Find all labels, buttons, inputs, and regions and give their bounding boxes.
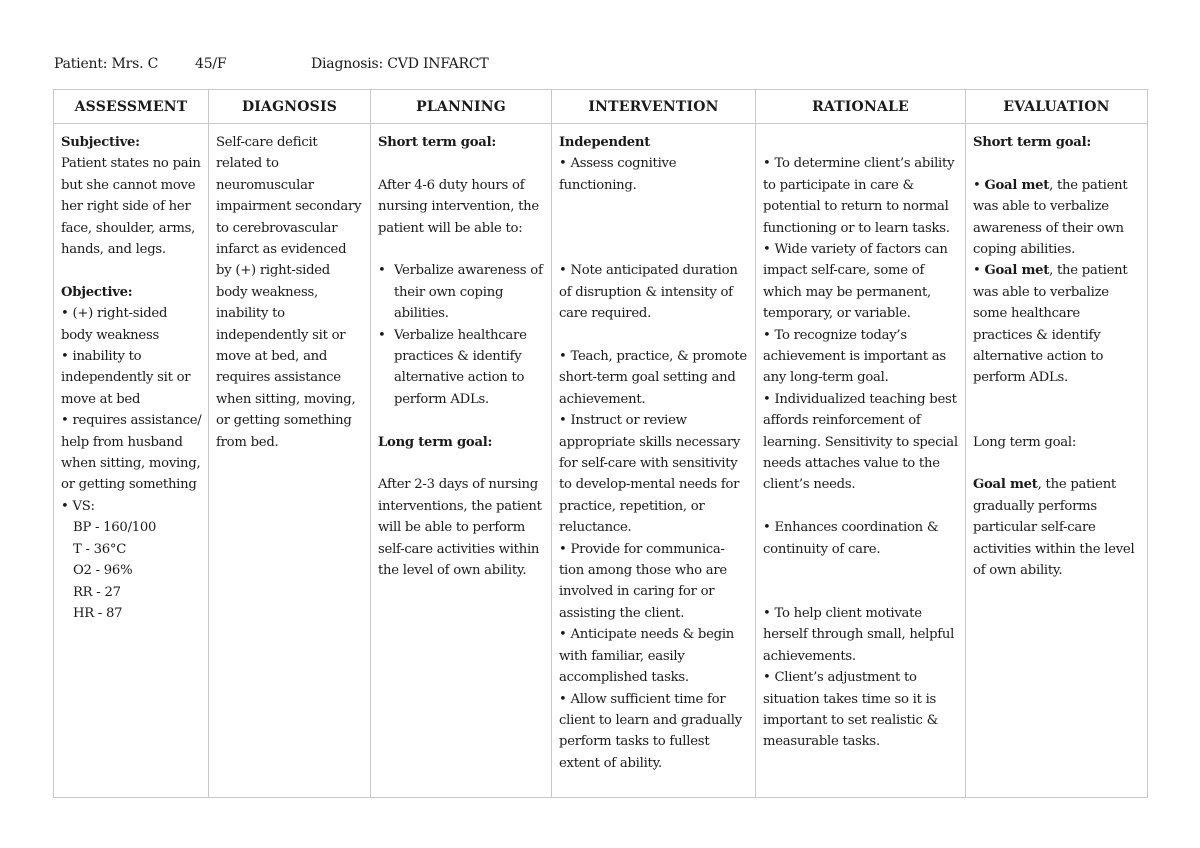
- table-row: [54, 124, 1148, 798]
- vital-temp: T - 36°C: [73, 541, 127, 557]
- diagnosis-text: Self-care deficit related to neuromuscular impairment secondary to cerebrovascular infarct as evidenced by (+) right-sided body weakness, inability to independently sit or move at bed, and requires assistance when sitting, moving, or getting something from bed.: [216, 135, 362, 450]
- eval-item-text: , the patient was able to verbalize some healthcare practices & identify alternative action to perform ADLs.: [973, 263, 1128, 386]
- objective-item: • VS:: [61, 498, 95, 514]
- bullet: •: [378, 263, 386, 279]
- intervention-cell: [552, 124, 756, 798]
- objective-item: • requires assistance/ help from husband when sitting, moving, or getting something: [61, 413, 202, 493]
- eval-short-term-label: Short term goal:: [973, 135, 1091, 150]
- column-header-diagnosis: DIAGNOSIS: [209, 90, 371, 124]
- eval-item-text: , the patient was able to verbalize awareness of their own coping abilities.: [973, 177, 1128, 258]
- diagnosis-cell: [209, 124, 371, 798]
- rationale-item: • To determine client’s ability to participate in care & potential to return to normal functioning or to learn tasks.: [763, 156, 955, 236]
- rationale-item: • Individualized teaching best affords reinforcement of learning. Sensitivity to special needs attaches value to the client’s needs.: [763, 391, 958, 493]
- vital-hr: HR - 87: [73, 605, 123, 621]
- rationale-item: • Wide variety of factors can impact self-care, some of which may be permanent, temporary, or variable.: [763, 242, 948, 322]
- long-term-goal-label: Long term goal:: [378, 434, 493, 450]
- intervention-item: • Anticipate needs & begin with familiar, easily accomplished tasks.: [559, 627, 735, 686]
- eval-item: [973, 260, 1141, 388]
- table-header-row: [54, 90, 1148, 124]
- rationale-item: • To help client motivate herself through small, helpful achievements.: [763, 605, 955, 664]
- list-item: [378, 260, 545, 324]
- intervention-item: • Provide for communica-tion among those who are involved in caring for or assisting the client.: [559, 541, 727, 621]
- long-term-goal-text: After 2-3 days of nursing interventions, the patient will be able to perform self-care activities within the level of own ability.: [378, 477, 542, 579]
- bullet: •: [378, 327, 386, 343]
- objective-label: Objective:: [61, 284, 133, 300]
- eval-long-term-label: Long term goal:: [973, 434, 1077, 450]
- bullet: •: [973, 263, 981, 279]
- objective-item: • inability to independently sit or move at bed: [61, 349, 191, 407]
- patient-age-sex: 45/F: [195, 56, 227, 72]
- rationale-cell: [756, 124, 966, 798]
- goal-met-label: Goal met: [984, 263, 1050, 279]
- independent-label: Independent: [559, 135, 651, 150]
- bullet: •: [973, 177, 981, 193]
- vital-bp: BP - 160/100: [73, 520, 157, 536]
- objective-item: • (+) right-sided body weakness: [61, 306, 168, 343]
- column-header-assessment: ASSESSMENT: [54, 90, 209, 124]
- column-header-planning: PLANNING: [371, 90, 552, 124]
- column-header-evaluation: EVALUATION: [966, 90, 1148, 124]
- rationale-item: • To recognize today’s achievement is important as any long-term goal.: [763, 327, 946, 386]
- eval-long-term: [973, 474, 1141, 581]
- subjective-label: Subjective:: [61, 135, 140, 150]
- vital-rr: RR - 27: [73, 584, 121, 600]
- intervention-item: • Allow sufficient time for client to learn and gradually perform tasks to fullest extent of ability.: [559, 691, 742, 771]
- column-header-intervention: INTERVENTION: [552, 90, 756, 124]
- rationale-item: • Client’s adjustment to situation takes time so it is important to set realistic & measurable tasks.: [763, 670, 939, 750]
- list-item: [378, 325, 545, 411]
- goal-met-label: Goal met: [973, 477, 1038, 493]
- planning-cell: [371, 124, 552, 798]
- rationale-item: • Enhances coordination & continuity of care.: [763, 520, 939, 557]
- short-goal-item: Verbalize awareness of their own coping abilities.: [394, 263, 543, 322]
- care-plan-table: [53, 89, 1148, 798]
- evaluation-cell: [966, 124, 1148, 798]
- short-term-goal-label: Short term goal:: [378, 135, 496, 150]
- intervention-item: • Instruct or review appropriate skills necessary for self-care with sensitivity to develop-mental needs for practice, repetition, or reluctance.: [559, 413, 741, 536]
- diagnosis-title: Diagnosis: CVD INFARCT: [311, 56, 489, 72]
- patient-name: Patient: Mrs. C: [54, 56, 159, 72]
- subjective-text: Patient states no pain but she cannot move her right side of her face, shoulder, arms, hands, and legs.: [61, 156, 201, 258]
- eval-item: [973, 175, 1141, 261]
- short-term-goal-intro: After 4-6 duty hours of nursing intervention, the patient will be able to:: [378, 177, 539, 236]
- intervention-item: • Note anticipated duration of disruption & intensity of care required.: [559, 263, 738, 322]
- eval-long-term-text: , the patient gradually performs particular self-care activities within the level of own ability.: [973, 477, 1135, 579]
- short-goal-item: Verbalize healthcare practices & identify alternative action to perform ADLs.: [394, 327, 527, 407]
- intervention-item: • Teach, practice, & promote short-term goal setting and achievement.: [559, 349, 747, 407]
- assessment-cell: [54, 124, 209, 798]
- vital-o2: O2 - 96%: [73, 563, 133, 579]
- intervention-item: • Assess cognitive functioning.: [559, 156, 677, 193]
- column-header-rationale: RATIONALE: [756, 90, 966, 124]
- goal-met-label: Goal met: [984, 177, 1050, 193]
